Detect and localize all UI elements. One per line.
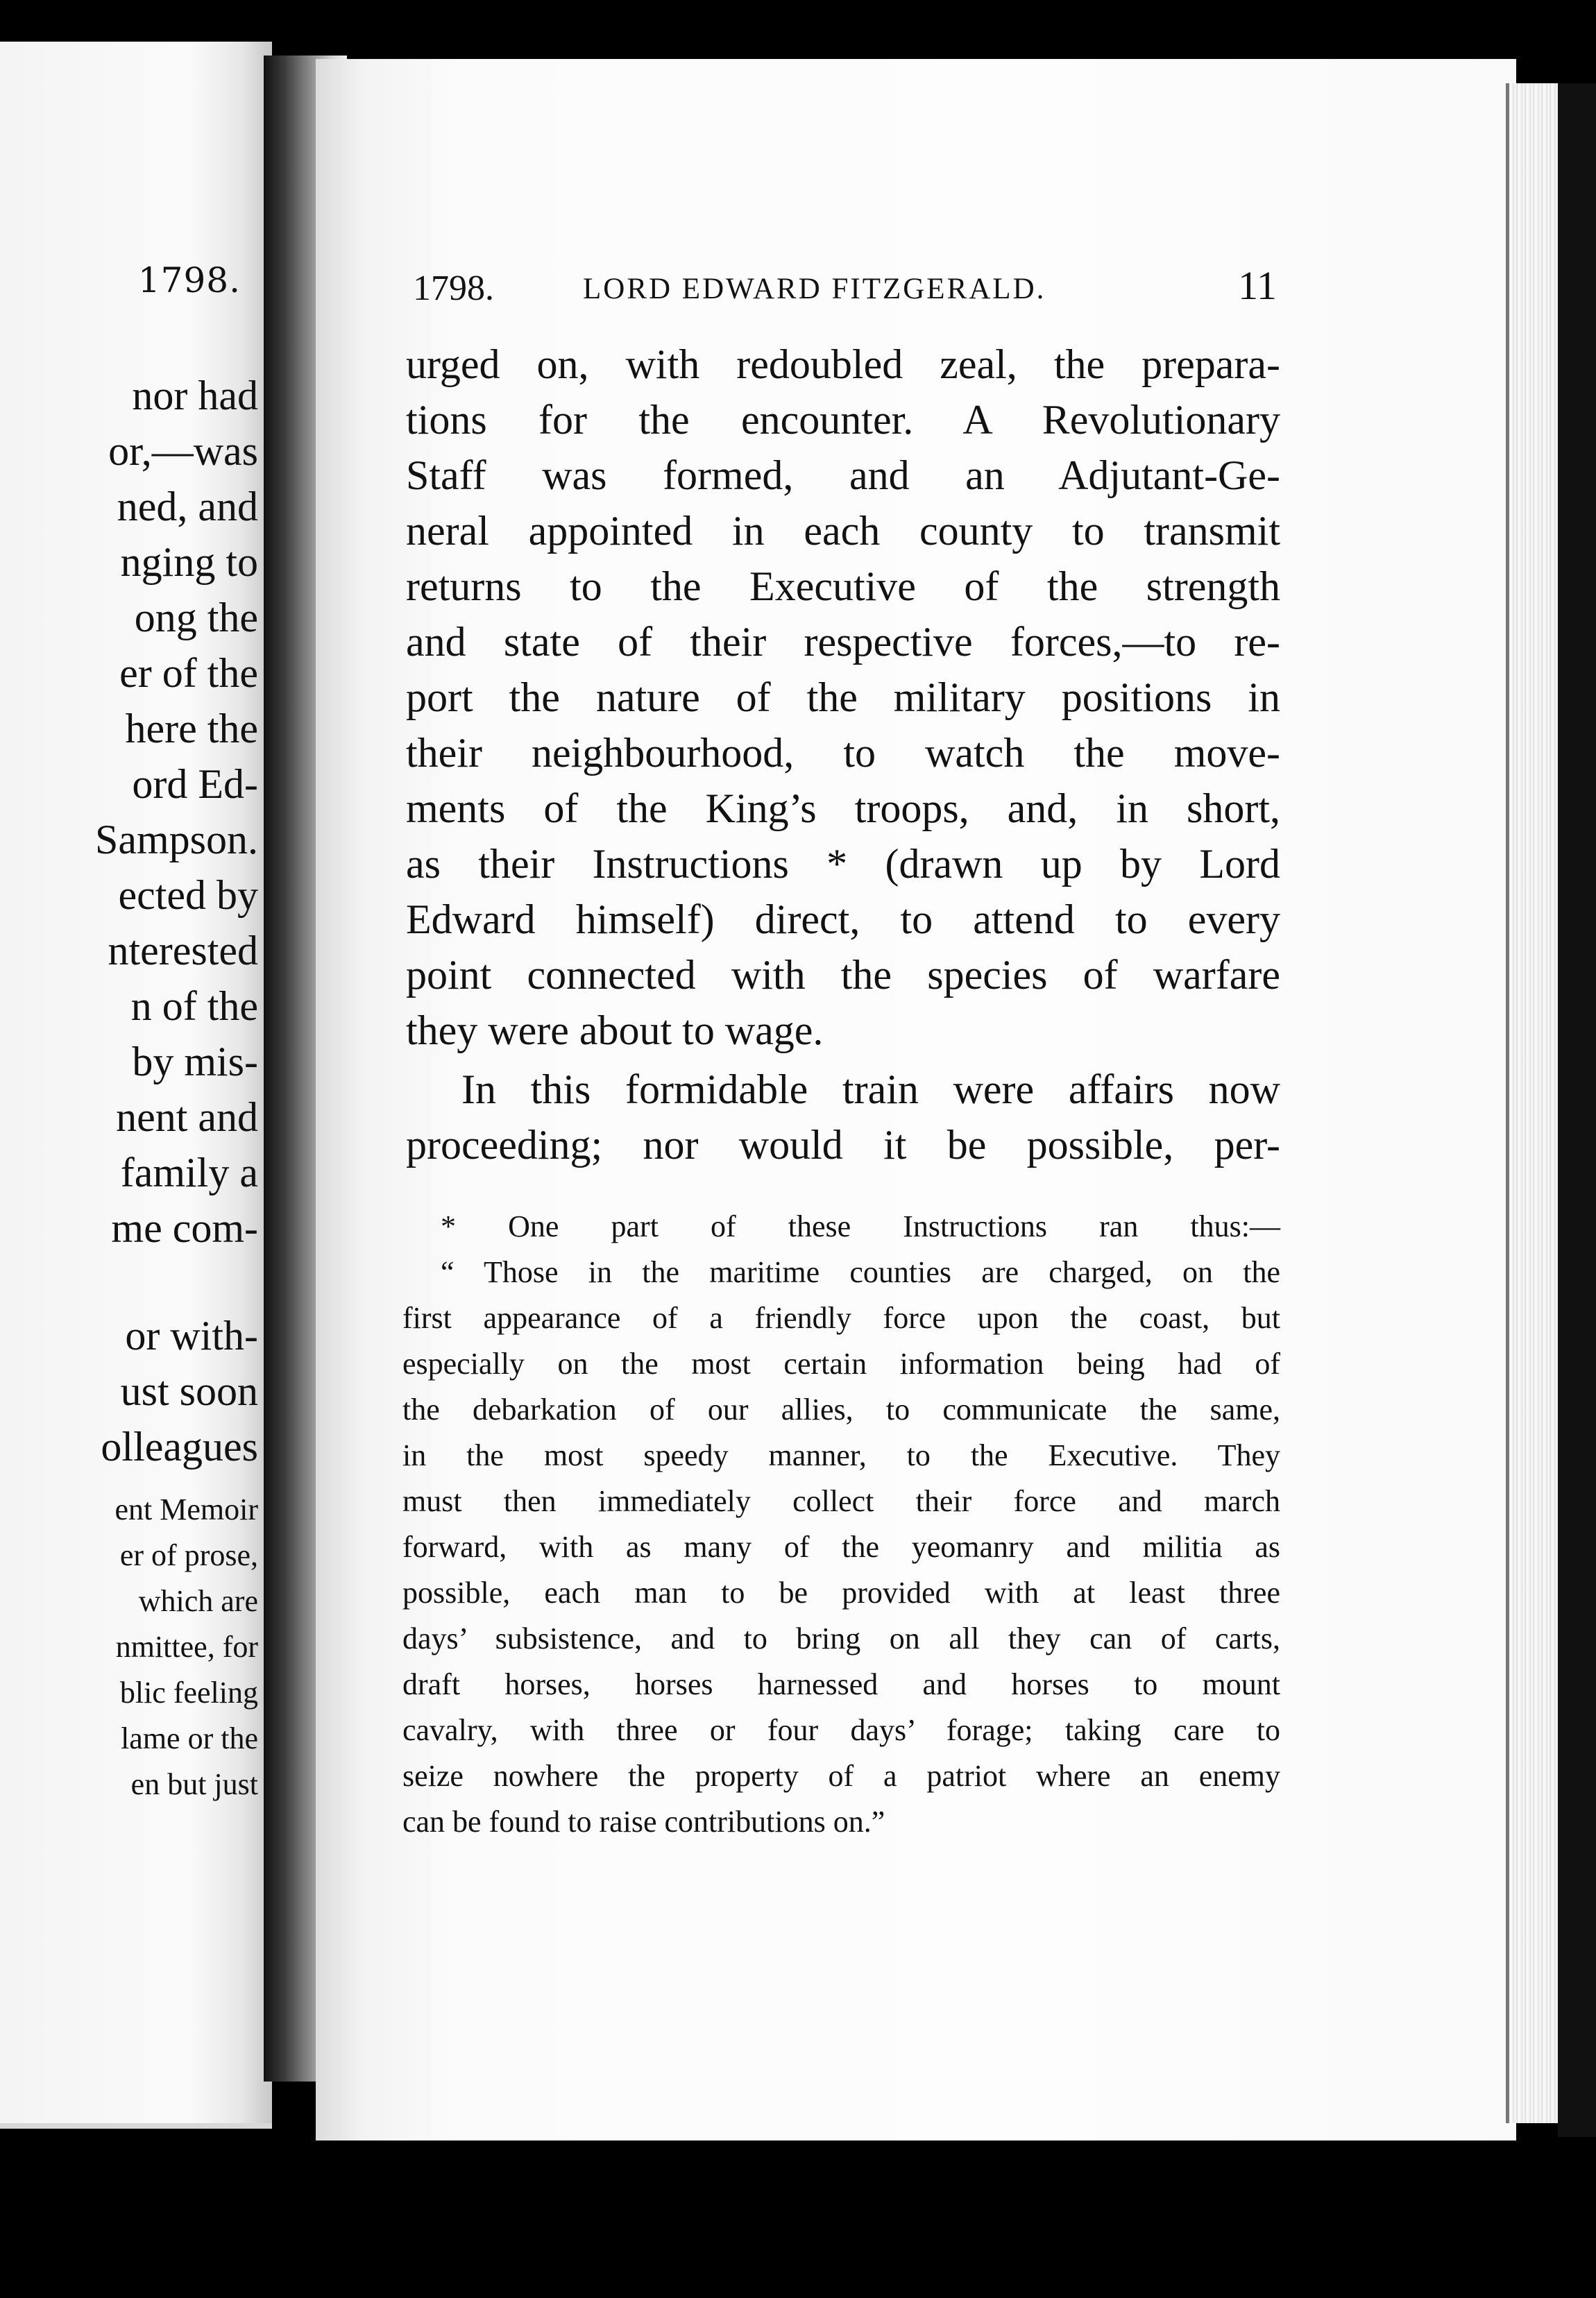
left-note-line: lame or the	[121, 1721, 258, 1755]
footnote-line: draft horses, horses harnessed and horses to mount	[402, 1667, 1280, 1701]
text-line: urged on, with redoubled zeal, the prepara-	[406, 341, 1280, 387]
text-line: Edward himself) direct, to attend to every	[406, 896, 1280, 942]
footnote-line: * One part of these Instructions ran thus:—	[441, 1209, 1280, 1243]
footnote-line: must then immediately collect their force and march	[402, 1484, 1280, 1518]
left-main-line: ned, and	[117, 484, 258, 529]
left-main-line: ust soon	[120, 1368, 258, 1414]
footnote-line: first appearance of a friendly force upon the coast, but	[402, 1301, 1280, 1335]
left-note-line: blic feeling	[119, 1676, 258, 1710]
footnote-line: the debarkation of our allies, to communicate the same,	[402, 1393, 1280, 1427]
page-edges	[1506, 83, 1561, 2123]
dark-background-edge	[1558, 83, 1596, 2137]
left-main-line: or with-	[125, 1313, 258, 1359]
text-line: and state of their respective forces,—to re-	[406, 619, 1280, 665]
text-line: ments of the King’s troops, and, in short,	[406, 785, 1280, 831]
text-line: port the nature of the military positions in	[406, 674, 1280, 720]
left-main-line: me com-	[111, 1205, 258, 1251]
left-main-line: olleagues	[101, 1424, 258, 1470]
left-note-line: which are	[138, 1584, 258, 1618]
left-note-line: nmittee, for	[115, 1630, 258, 1664]
left-note-line: en but just	[130, 1767, 258, 1801]
text-line: neral appointed in each county to transmit	[406, 508, 1280, 554]
text-line: they were about to wage.	[406, 1007, 824, 1053]
text-line: returns to the Executive of the strength	[406, 563, 1280, 609]
footnote-line: days’ subsistence, and to bring on all they can of carts,	[402, 1622, 1280, 1656]
left-page-year: 1798.	[137, 260, 241, 300]
running-header	[413, 262, 1277, 311]
header-year: 1798.	[413, 269, 494, 308]
text-line: as their Instructions * (drawn up by Lord	[406, 841, 1280, 887]
left-main-line: ected by	[118, 872, 258, 918]
text-line: proceeding; nor would it be possible, per-	[406, 1122, 1280, 1168]
left-note-line: ent Memoir	[114, 1492, 258, 1526]
left-main-line: here the	[125, 706, 258, 751]
left-note-line: er of prose,	[119, 1538, 258, 1572]
left-main-line: ord Ed-	[132, 761, 258, 807]
footnote-line: forward, with as many of the yeomanry and militia as	[402, 1530, 1280, 1564]
text-line: Staff was formed, and an Adjutant-Ge-	[406, 452, 1280, 498]
footnote-line: cavalry, with three or four days’ forage; taking care to	[402, 1713, 1280, 1747]
left-main-line: or,—was	[108, 428, 258, 474]
running-title: LORD EDWARD FITZGERALD.	[583, 273, 1046, 305]
main-text-block	[406, 337, 1280, 1169]
text-line: In this formidable train were affairs now	[461, 1066, 1280, 1112]
left-main-line: nterested	[108, 928, 258, 973]
footnote-line: especially on the most certain information being had of	[402, 1347, 1280, 1381]
text-line: tions for the encounter. A Revolutionary	[406, 397, 1280, 443]
left-main-line: by mis-	[132, 1039, 258, 1084]
left-main-line: nent and	[116, 1094, 258, 1140]
text-line: point connected with the species of warfare	[406, 952, 1280, 998]
footnote-line: seize nowhere the property of a patriot where an enemy	[402, 1759, 1280, 1793]
left-main-line: nging to	[120, 539, 258, 585]
footnote-line: in the most speedy manner, to the Executive. They	[402, 1438, 1280, 1472]
left-main-line: n of the	[130, 983, 258, 1029]
left-main-line: Sampson.	[94, 817, 258, 862]
footnote-block	[402, 1204, 1280, 1839]
footnote-line: possible, each man to be provided with at least three	[402, 1576, 1280, 1610]
left-page	[0, 42, 272, 2129]
page-number: 11	[1238, 263, 1277, 308]
left-main-line: family a	[120, 1150, 258, 1195]
text-line: their neighbourhood, to watch the move-	[406, 730, 1280, 776]
footnote-line: can be found to raise contributions on.”	[402, 1805, 885, 1839]
left-main-line: nor had	[132, 373, 258, 418]
footnote-line: “ Those in the maritime counties are charged, on the	[441, 1255, 1280, 1289]
left-main-line: ong the	[134, 595, 258, 640]
left-main-line: er of the	[119, 650, 258, 696]
